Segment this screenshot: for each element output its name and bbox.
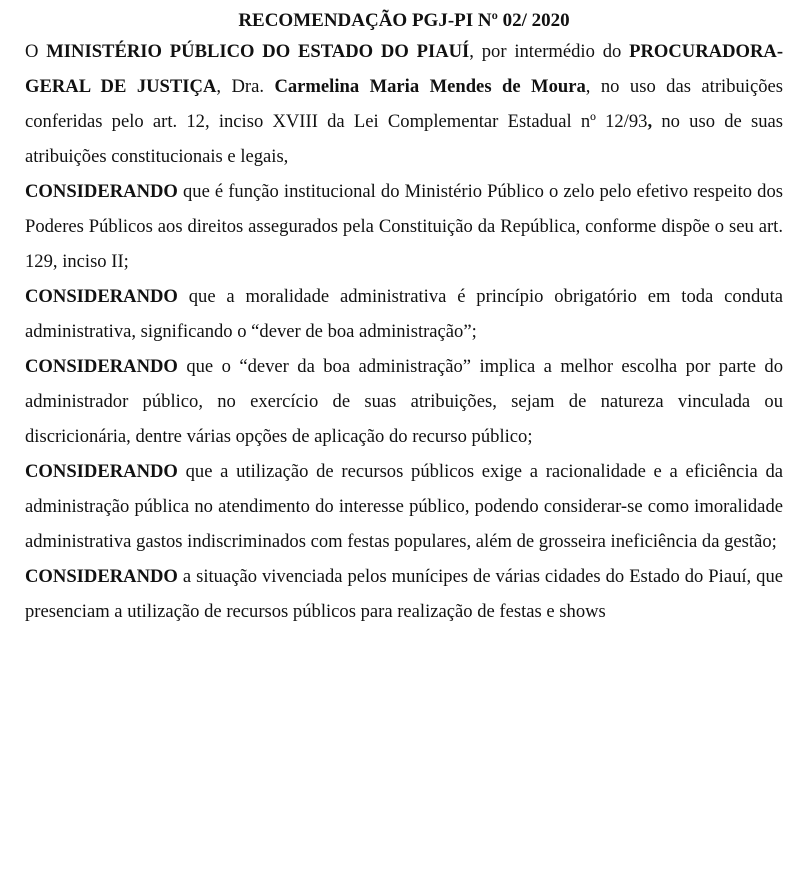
intro-text-5: no uso de suas atribuições constitucionais e legais,	[25, 111, 783, 167]
considerando-text: que é função institucional do Ministério Público o zelo pelo efetivo respeito dos Poderes Públicos aos direitos assegurados pela Constituição da República, conforme dispõe o seu art. 129, inciso II;	[25, 181, 783, 272]
considerando-paragraph	[25, 349, 783, 454]
intro-text-4: , no uso das atribuições conferidas pelo art. 12, inciso XVIII da Lei Complementar Estadual nº 12/93	[25, 76, 783, 132]
intro-bold-ministerio: MINISTÉRIO PÚBLICO DO ESTADO DO PIAUÍ	[46, 41, 470, 62]
considerando-paragraph	[25, 559, 783, 629]
considerando-text: que o “dever da boa administração” implica a melhor escolha por parte do administrador público, no exercício de suas atribuições, sejam de natureza vinculada ou discricionária, dentre várias opções de aplicação do recurso público;	[25, 356, 783, 447]
document-page	[25, 0, 783, 629]
intro-bold-name: Carmelina Maria Mendes de Moura	[274, 76, 586, 97]
document-title: RECOMENDAÇÃO PGJ-PI Nº 02/ 2020	[238, 10, 570, 31]
intro-bold-procuradora: PROCURADORA-GERAL DE JUSTIÇA	[25, 41, 784, 97]
intro-text-2: , por intermédio do	[469, 41, 630, 62]
considerando-text: a situação vivenciada pelos munícipes de várias cidades do Estado do Piauí, que presenciam a utilização de recursos públicos para realização de festas e shows	[25, 566, 783, 622]
considerando-paragraph	[25, 174, 783, 279]
considerando-text: que a utilização de recursos públicos exige a racionalidade e a eficiência da administração pública no atendimento do interesse público, podendo considerar-se como imoralidade administrativa gastos indiscriminados com festas populares, além de grosseira ineficiência da gestão;	[25, 461, 783, 552]
intro-paragraph	[25, 34, 783, 174]
intro-bold-comma: ,	[647, 111, 653, 132]
considerando-paragraph	[25, 279, 783, 349]
considerando-keyword: CONSIDERANDO	[25, 356, 178, 377]
intro-text-1: O	[25, 41, 47, 62]
considerando-text: que a moralidade administrativa é princípio obrigatório em toda conduta administrativa, significando o “dever de boa administração”;	[25, 286, 783, 342]
considerando-paragraph	[25, 454, 783, 559]
considerando-keyword: CONSIDERANDO	[25, 461, 178, 482]
intro-text-3: , Dra.	[216, 76, 275, 97]
considerando-keyword: CONSIDERANDO	[25, 181, 178, 202]
considerando-keyword: CONSIDERANDO	[25, 286, 178, 307]
considerando-keyword: CONSIDERANDO	[25, 566, 178, 587]
